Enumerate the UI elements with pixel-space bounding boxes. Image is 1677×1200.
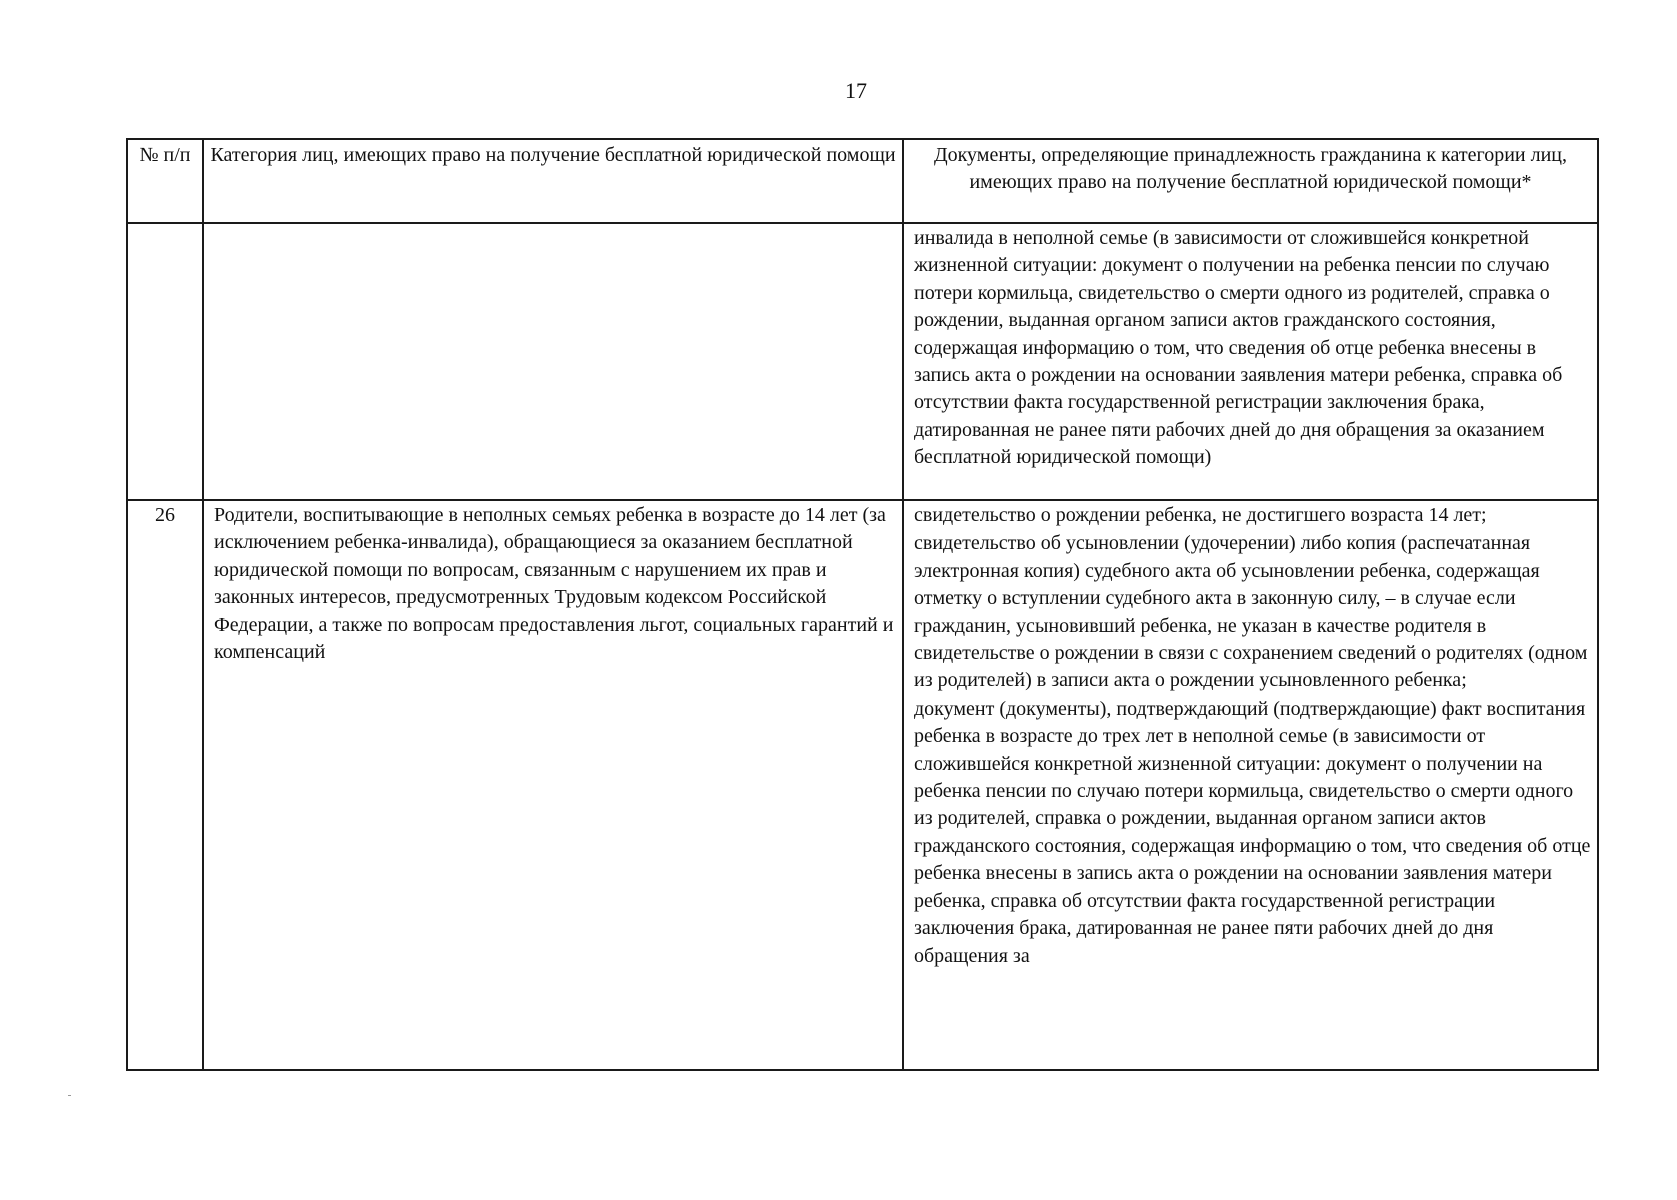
header-num	[127, 139, 203, 223]
row-num-cell	[127, 500, 203, 1070]
document-paragraph: свидетельство о рождении ребенка, не достигшего возраста 14 лет;	[914, 504, 1487, 526]
header-documents-label: Документы, определяющие принадлежность гражданина к категории лиц, имеющих право на получение бесплатной юридической помощи*	[933, 144, 1568, 194]
row-num-cell	[127, 223, 203, 500]
row-category-cell	[203, 223, 903, 500]
eligibility-table	[126, 138, 1599, 1071]
row-num: 26	[155, 504, 175, 526]
scan-mark	[68, 1095, 71, 1096]
documents-list	[904, 501, 1597, 1069]
table-header-row	[127, 139, 1598, 223]
row-category-text	[204, 224, 902, 225]
header-category	[203, 139, 903, 223]
document-paragraph: свидетельство об усыновлении (удочерении) либо копия (распечатанная электронная копия) судебного акта об усыновлении ребенка, содержащая отметку о вступлении судебного акта в законную силу, – в случае если гражданин, усыновивший ребенка, не указан в качестве родителя в свидетельстве о рождении в связи с сохранением сведений о родителях (одном из родителей) в записи акта о рождении усыновленного ребенка;	[914, 532, 1588, 692]
page-number: 17	[845, 78, 867, 103]
header-documents	[903, 139, 1598, 223]
table-row-continuation	[127, 223, 1598, 500]
row-documents-cell	[903, 223, 1598, 500]
document-paragraph: инвалида в неполной семье (в зависимости от сложившейся конкретной жизненной ситуации: документ о получении на ребенка пенсии по случаю потери кормильца, свидетельство о смерти одного из родителей, справка о рождении, выданная органом записи актов гражданского состояния, содержащая информацию о том, что сведения об отце ребенка внесены в запись акта о рождении на основании заявления матери ребенка, справка об отсутствии факта государственной регистрации заключения брака, датированная не ранее пяти рабочих дней до дня обращения за оказанием бесплатной юридической помощи)	[914, 227, 1563, 469]
row-category-text: Родители, воспитывающие в неполных семьях ребенка в возрасте до 14 лет (за исключением ребенка-инвалида), обращающиеся за оказанием бесплатной юридической помощи по вопросам, связанным с нарушением их прав и законных интересов, предусмотренных Трудовым кодексом Российской Федерации, а также по вопросам предоставления льгот, социальных гарантий и компенсаций	[214, 504, 894, 664]
header-num-label: № п/п	[139, 144, 191, 166]
row-num	[128, 224, 202, 225]
row-category-cell	[203, 500, 903, 1070]
table-row-26	[127, 500, 1598, 1070]
row-documents-cell	[903, 500, 1598, 1070]
document-paragraph: документ (документы), подтверждающий (подтверждающие) факт воспитания ребенка в возрасте до трех лет в неполной семье (в зависимости от сложившейся конкретной жизненной ситуации: документ о получении на ребенка пенсии по случаю потери кормильца, свидетельство о смерти одного из родителей, справка о рождении, выданная органом записи актов гражданского состояния, содержащая информацию о том, что сведения об отце ребенка внесены в запись акта о рождении на основании заявления матери ребенка, справка об отсутствии факта государственной регистрации заключения брака, датированная не ранее пяти рабочих дней до дня обращения за	[914, 697, 1591, 967]
header-category-label: Категория лиц, имеющих право на получение бесплатной юридической помощи	[210, 144, 896, 166]
